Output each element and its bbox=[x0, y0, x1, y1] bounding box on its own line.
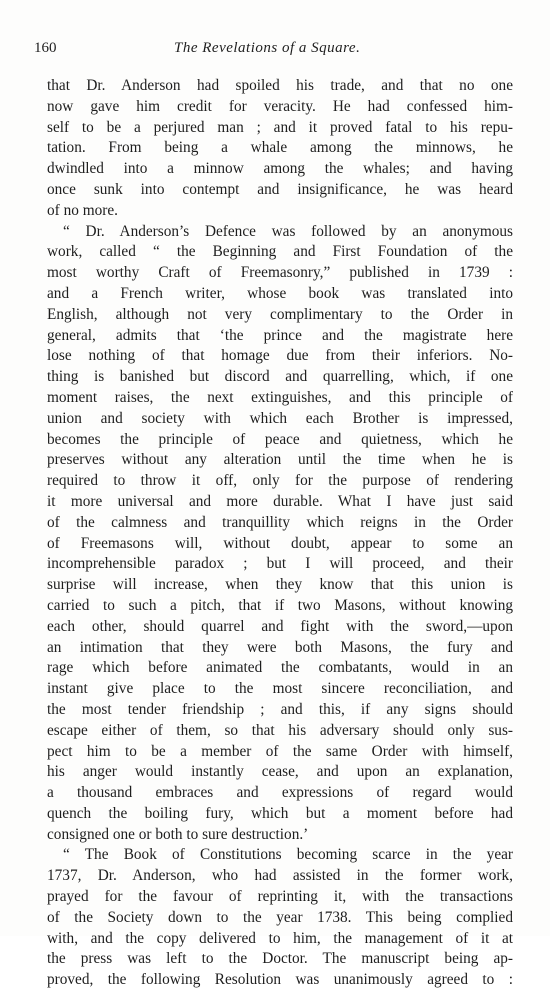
text-line: of no more. bbox=[47, 201, 118, 219]
text-line: each other, should quarrel and fight with the sword,—upon bbox=[47, 617, 513, 635]
text-line: once sunk into contempt and insignificance, he was heard bbox=[47, 180, 513, 198]
text-line: incomprehensible paradox ; but I will proceed, and their bbox=[47, 555, 513, 573]
text-line: prayed for the favour of reprinting it, with the transactions bbox=[47, 888, 513, 906]
text-line: it more universal and more durable. What I have just said bbox=[47, 492, 513, 510]
text-line: becomes the principle of peace and quietness, which he bbox=[47, 430, 513, 448]
text-line: tation. From being a whale among the minnows, he bbox=[47, 139, 513, 157]
text-line: consigned one or both to sure destruction.’ bbox=[47, 825, 309, 843]
text-line: surprise will increase, when they know that this union is bbox=[47, 576, 513, 594]
text-line: of the calmness and tranquillity which reigns in the Order bbox=[47, 513, 513, 531]
text-line: “ Dr. Anderson’s Defence was followed by an anonymous bbox=[63, 222, 513, 240]
text-line: rage which before animated the combatants, would in an bbox=[47, 659, 513, 677]
text-line: with, and the copy delivered to him, the management of it at bbox=[47, 929, 513, 947]
text-line: an intimation that they were both Masons, the fury and bbox=[47, 638, 513, 656]
text-line: instant give place to the most sincere reconciliation, and bbox=[47, 680, 513, 698]
text-line: moment raises, the next extinguishes, and this principle of bbox=[47, 388, 513, 406]
text-line: of Freemasons will, without doubt, appear to some an bbox=[47, 534, 513, 552]
text-line: and a French writer, whose book was translated into bbox=[47, 284, 513, 302]
text-line: general, admits that ‘the prince and the magistrate here bbox=[47, 326, 513, 344]
text-line: now gave him credit for veracity. He had confessed him- bbox=[47, 97, 513, 115]
text-line: “ The Book of Constitutions becoming scarce in the year bbox=[63, 846, 513, 864]
text-line: most worthy Craft of Freemasonry,” published in 1739 : bbox=[47, 264, 513, 282]
text-line: proved, the following Resolution was unanimously agreed to : bbox=[47, 971, 513, 989]
running-title: The Revelations of a Square. bbox=[174, 40, 361, 56]
text-line: required to throw it off, only for the purpose of rendering bbox=[47, 472, 513, 490]
text-line: work, called “ the Beginning and First Foundation of the bbox=[47, 243, 513, 261]
text-line: escape either of them, so that his adversary should only sus- bbox=[47, 721, 513, 739]
text-line: dwindled into a minnow among the whales; and having bbox=[47, 160, 513, 178]
text-line: thing is banished but discord and quarrelling, which, if one bbox=[47, 368, 513, 386]
text-line: that Dr. Anderson had spoiled his trade, and that no one bbox=[47, 77, 513, 94]
text-line: preserves without any alteration until the time when he is bbox=[47, 451, 513, 469]
text-line: carried to such a pitch, that if two Masons, without knowing bbox=[47, 596, 513, 614]
text-line: the most tender friendship ; and this, if any signs should bbox=[47, 700, 513, 718]
text-line: pect him to be a member of the same Order with himself, bbox=[47, 742, 513, 760]
body-text bbox=[47, 76, 513, 991]
text-line: union and society with which each Brother is impressed, bbox=[47, 409, 513, 427]
text-line: his anger would instantly cease, and upon an explanation, bbox=[47, 763, 513, 781]
text-line: of the Society down to the year 1738. This being complied bbox=[47, 908, 513, 926]
running-head bbox=[34, 40, 520, 60]
text-line: self to be a perjured man ; and it proved fatal to his repu- bbox=[47, 118, 513, 136]
text-line: English, although not very complimentary to the Order in bbox=[47, 305, 513, 323]
text-line: the press was left to the Doctor. The manuscript being ap- bbox=[47, 950, 513, 968]
text-line: lose nothing of that homage due from their inferiors. No- bbox=[47, 347, 513, 365]
text-line: quench the boiling fury, which but a moment before had bbox=[47, 804, 513, 822]
text-line: 1737, Dr. Anderson, who had assisted in the former work, bbox=[47, 867, 513, 885]
text-line: a thousand embraces and expressions of regard would bbox=[47, 784, 513, 802]
page-number: 160 bbox=[34, 40, 57, 56]
